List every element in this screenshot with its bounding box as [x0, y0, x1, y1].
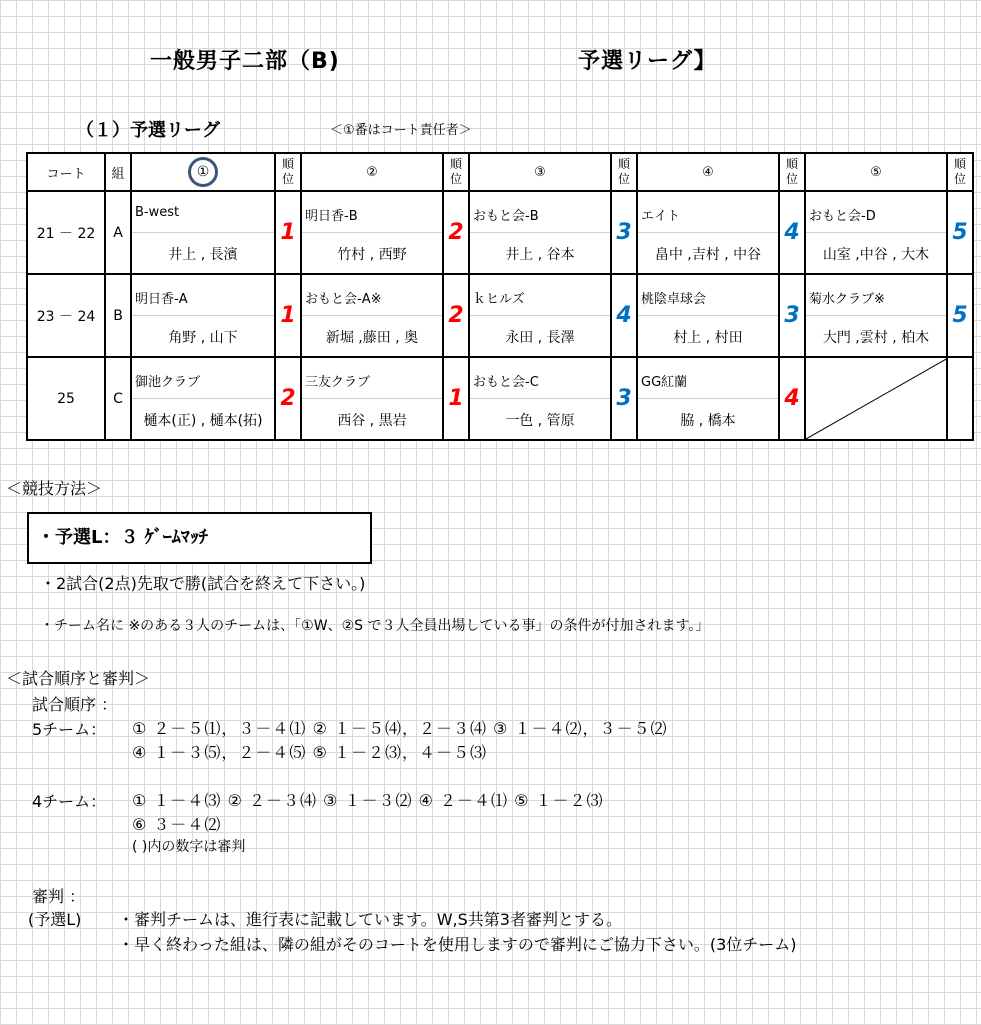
header-slot-3: ③ — [469, 153, 611, 191]
team-name: 御池クラブ — [135, 375, 201, 390]
rank-cell: 3 — [611, 357, 637, 440]
order-heading: ＜試合順序と審判＞ — [6, 669, 151, 688]
section-title-preliminary: （１）予選リーグ — [76, 120, 220, 141]
four-teams-label: 4チーム： — [32, 792, 107, 811]
group-cell: C — [105, 357, 131, 440]
team-name: 明日香-B — [305, 209, 358, 224]
header-rank: 順 位 — [443, 153, 469, 191]
header-slot-4: ④ — [637, 153, 779, 191]
referee-sub-label: (予選L) — [28, 910, 82, 929]
referee-line-2: ・早く終わった組は、隣の組がそのコートを使用しますので審判にご協力下さい。(3位チーム) — [118, 935, 797, 954]
court-responsible-note: ＜①番はコート責任者＞ — [330, 123, 472, 138]
team-name: 三友クラブ — [305, 375, 371, 390]
rank-cell: 4 — [611, 274, 637, 357]
team-name: エイト — [641, 209, 681, 224]
team-cell — [131, 191, 275, 274]
five-teams-order-line-2: ④ １－３⑸，２－４⑸ ⑤ １－２⑶，４－５⑶ — [132, 743, 487, 762]
rank-cell: 2 — [275, 357, 301, 440]
team-cell — [301, 274, 443, 357]
header-slot-5: ⑤ — [805, 153, 947, 191]
team-name: B-west — [135, 205, 180, 220]
table-row-group-b — [27, 274, 973, 357]
team-players: 脇 , 橋本 — [680, 413, 736, 429]
order-label: 試合順序 ： — [32, 695, 118, 714]
team-players: 山室 ,中谷 , 大木 — [822, 247, 930, 263]
header-court: コート — [27, 153, 105, 191]
slot-1-highlight: ① — [188, 157, 218, 187]
method-line-2: ・チーム名に ※のある３人のチームは、「①W、②S で３人全員出場している事」の条件が付加されます。」 — [40, 618, 710, 634]
empty-rank-cell — [947, 357, 973, 440]
team-name: 菊水クラブ※ — [809, 292, 885, 307]
league-table — [26, 152, 974, 441]
team-players: 新堀 ,藤田 , 奥 — [325, 330, 419, 346]
five-teams-order-line-1: ① ２－５⑴，３－４⑴ ② １－５⑷，２－３⑷ ③ １－４⑵，３－５⑵ — [132, 719, 668, 738]
team-name: おもと会-C — [473, 375, 539, 390]
header-rank: 順 位 — [779, 153, 805, 191]
referee-line-1: ・審判チームは、進行表に記載しています。W,S共第3者審判とする。 — [118, 910, 622, 929]
team-cell — [805, 191, 947, 274]
team-cell — [637, 274, 779, 357]
court-cell: 21 － 22 — [27, 191, 105, 274]
team-players: 竹村 , 西野 — [337, 247, 407, 263]
empty-slot-cell — [805, 357, 947, 440]
five-teams-label: 5チーム： — [32, 720, 107, 739]
team-players: 大門 ,雲村 , 柏木 — [822, 330, 930, 346]
team-players: 西谷 , 黒岩 — [337, 413, 407, 429]
rank-cell: 4 — [779, 357, 805, 440]
rank-cell: 2 — [443, 191, 469, 274]
rank-cell: 5 — [947, 274, 973, 357]
team-name: GG紅蘭 — [641, 375, 688, 390]
team-cell — [637, 357, 779, 440]
table-header-row — [27, 153, 973, 191]
team-cell — [805, 274, 947, 357]
team-cell — [469, 357, 611, 440]
team-name: おもと会-D — [809, 209, 876, 224]
team-players: 樋本(正) , 樋本(拓) — [143, 413, 263, 429]
method-heading: ＜競技方法＞ — [6, 479, 103, 498]
table-row-group-a — [27, 191, 973, 274]
team-cell — [301, 191, 443, 274]
team-name: ｋヒルズ — [473, 292, 525, 307]
team-cell — [301, 357, 443, 440]
rank-cell: 1 — [275, 274, 301, 357]
page-title: 一般男子二部（B) — [150, 49, 340, 74]
game-format-box: ・予選L：３ ｹﾞｰﾑﾏｯﾁ — [27, 512, 372, 564]
four-teams-order-line-1: ① １－４⑶ ② ２－３⑷ ③ １－３⑵ ④ ２－４⑴ ⑤ １－２⑶ — [132, 791, 604, 810]
team-cell — [469, 274, 611, 357]
rank-cell: 4 — [779, 191, 805, 274]
team-name: 桃陰卓球会 — [641, 292, 707, 307]
group-cell: B — [105, 274, 131, 357]
diagonal-slash — [806, 358, 948, 439]
team-players: 村上 , 村田 — [673, 330, 743, 346]
team-players: 井上 , 谷本 — [505, 247, 575, 263]
header-group: 組 — [105, 153, 131, 191]
rank-cell: 1 — [443, 357, 469, 440]
team-players: 畠中 ,吉村 , 中谷 — [654, 247, 762, 263]
court-cell: 25 — [27, 357, 105, 440]
team-cell — [131, 274, 275, 357]
referee-label: 審判 ： — [32, 887, 86, 906]
team-players: 井上 , 長濱 — [168, 247, 238, 263]
rank-cell: 5 — [947, 191, 973, 274]
four-teams-order-line-2: ⑥ ３－４⑵ — [132, 815, 222, 834]
header-slot-2: ② — [301, 153, 443, 191]
team-cell — [637, 191, 779, 274]
group-cell: A — [105, 191, 131, 274]
table-row-group-c — [27, 357, 973, 440]
team-cell — [131, 357, 275, 440]
team-players: 角野 , 山下 — [168, 330, 238, 346]
page-subtitle: 予選リーグ】 — [578, 49, 717, 74]
team-cell — [469, 191, 611, 274]
team-name: 明日香-A — [135, 292, 188, 307]
team-players: 永田 , 長澤 — [505, 330, 575, 346]
header-rank: 順 位 — [275, 153, 301, 191]
method-line-1: ・2試合(2点)先取で勝(試合を終えて下さい。) — [40, 574, 366, 593]
court-cell: 23 － 24 — [27, 274, 105, 357]
team-name: おもと会-A※ — [305, 292, 382, 307]
rank-cell: 2 — [443, 274, 469, 357]
team-name: おもと会-B — [473, 209, 539, 224]
rank-cell: 3 — [611, 191, 637, 274]
rank-cell: 3 — [779, 274, 805, 357]
team-players: 一色 , 管原 — [505, 413, 575, 429]
rank-cell: 1 — [275, 191, 301, 274]
header-rank: 順 位 — [947, 153, 973, 191]
referee-number-note: ( )内の数字は審判 — [132, 839, 246, 855]
header-slot-1 — [131, 153, 275, 191]
header-rank: 順 位 — [611, 153, 637, 191]
